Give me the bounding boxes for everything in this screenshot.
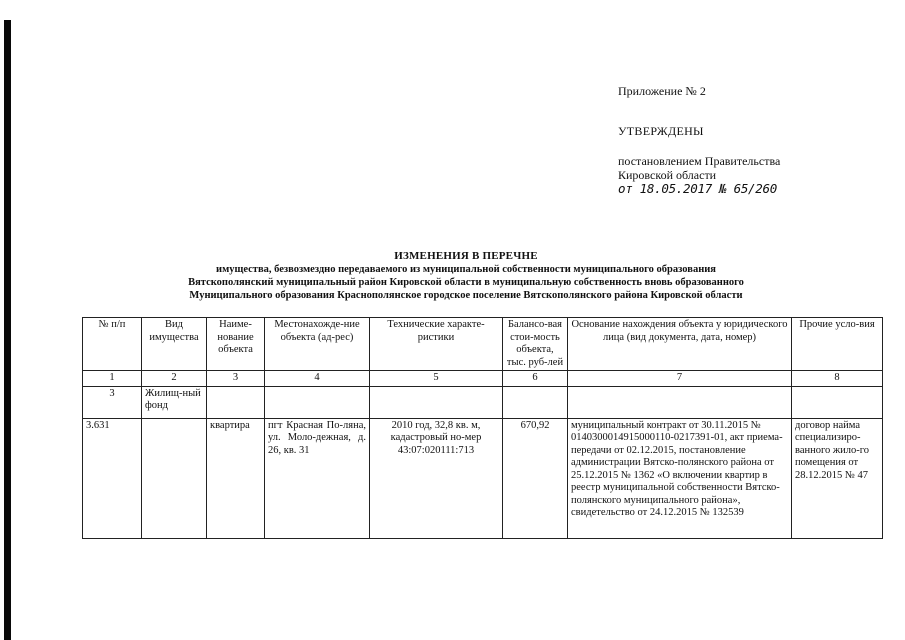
column-number: 4 xyxy=(265,371,370,387)
column-number: 6 xyxy=(503,371,568,387)
document-title: ИЗМЕНЕНИЯ В ПЕРЕЧНЕ xyxy=(394,250,538,262)
header-technical: Технические характе-ристики xyxy=(370,318,503,371)
header-basis: Основание нахождения объекта у юридического лица (вид документа, дата, номер) xyxy=(568,318,792,371)
heading-line-1: имущества, безвозмездно передаваемого из муниципальной собственности муниципального образования xyxy=(216,264,716,275)
column-number: 8 xyxy=(792,371,883,387)
row-number: 3.631 xyxy=(83,418,142,538)
header-number: № п/п xyxy=(83,318,142,371)
row-book-value: 670,92 xyxy=(503,418,568,538)
row-other-terms: договор найма специализиро-ванного жило-го помещения от 28.12.2015 № 47 xyxy=(792,418,883,538)
empty-cell xyxy=(568,386,792,418)
column-number-row xyxy=(83,371,883,387)
document-heading xyxy=(60,250,872,302)
column-number: 7 xyxy=(568,371,792,387)
row-technical: 2010 год, 32,8 кв. м, кадастровый но-мер 43:07:020111:713 xyxy=(370,418,503,538)
heading-line-3: Муниципального образования Краснополянское городское поселение Вятскополянского района Кировской области xyxy=(189,290,743,301)
approved-label: УТВЕРЖДЕНЫ xyxy=(618,124,704,138)
region-label: Кировской области xyxy=(618,168,717,182)
header-object-name: Наиме-нование объекта xyxy=(207,318,265,371)
column-number: 1 xyxy=(83,371,142,387)
approval-stamp xyxy=(618,84,818,196)
section-row xyxy=(83,386,883,418)
resolution-date-number: от 18.05.2017 № 65/260 xyxy=(618,181,777,196)
row-property-type xyxy=(142,418,207,538)
column-number: 2 xyxy=(142,371,207,387)
column-number: 5 xyxy=(370,371,503,387)
appendix-label: Приложение № 2 xyxy=(618,84,706,98)
section-type: Жилищ-ный фонд xyxy=(142,386,207,418)
header-address: Местонахожде-ние объекта (ад-рес) xyxy=(265,318,370,371)
row-basis: муниципальный контракт от 30.11.2015 № 0140300014915000110-0217391-01, акт приема-передачи от 02.12.2015, постановление администрации Вятско-полянского района от 25.12.2015 № 1362 «О включении квартир в реестр муниципальной собственности Вятско-полянского муниципального района», свидетельство от 24.12.2015 № 132539 xyxy=(568,418,792,538)
empty-cell xyxy=(265,386,370,418)
row-address: пгт Красная По-ляна, ул. Моло-дежная, д. 26, кв. 31 xyxy=(265,418,370,538)
section-number: 3 xyxy=(83,386,142,418)
header-book-value: Балансо-вая стои-мость объекта, тыс. руб-лей xyxy=(503,318,568,371)
header-other-terms: Прочие усло-вия xyxy=(792,318,883,371)
column-number: 3 xyxy=(207,371,265,387)
table-row xyxy=(83,418,883,538)
empty-cell xyxy=(792,386,883,418)
header-property-type: Вид имущества xyxy=(142,318,207,371)
empty-cell xyxy=(503,386,568,418)
table-header-row xyxy=(83,318,883,371)
scan-edge-bar xyxy=(4,20,11,640)
empty-cell xyxy=(370,386,503,418)
resolution-label: постановлением Правительства xyxy=(618,154,781,168)
heading-line-2: Вятскополянский муниципальный район Кировской области в муниципальную собственность вновь образованного xyxy=(188,277,744,288)
empty-cell xyxy=(207,386,265,418)
row-object-name: квартира xyxy=(207,418,265,538)
property-table xyxy=(82,317,883,539)
